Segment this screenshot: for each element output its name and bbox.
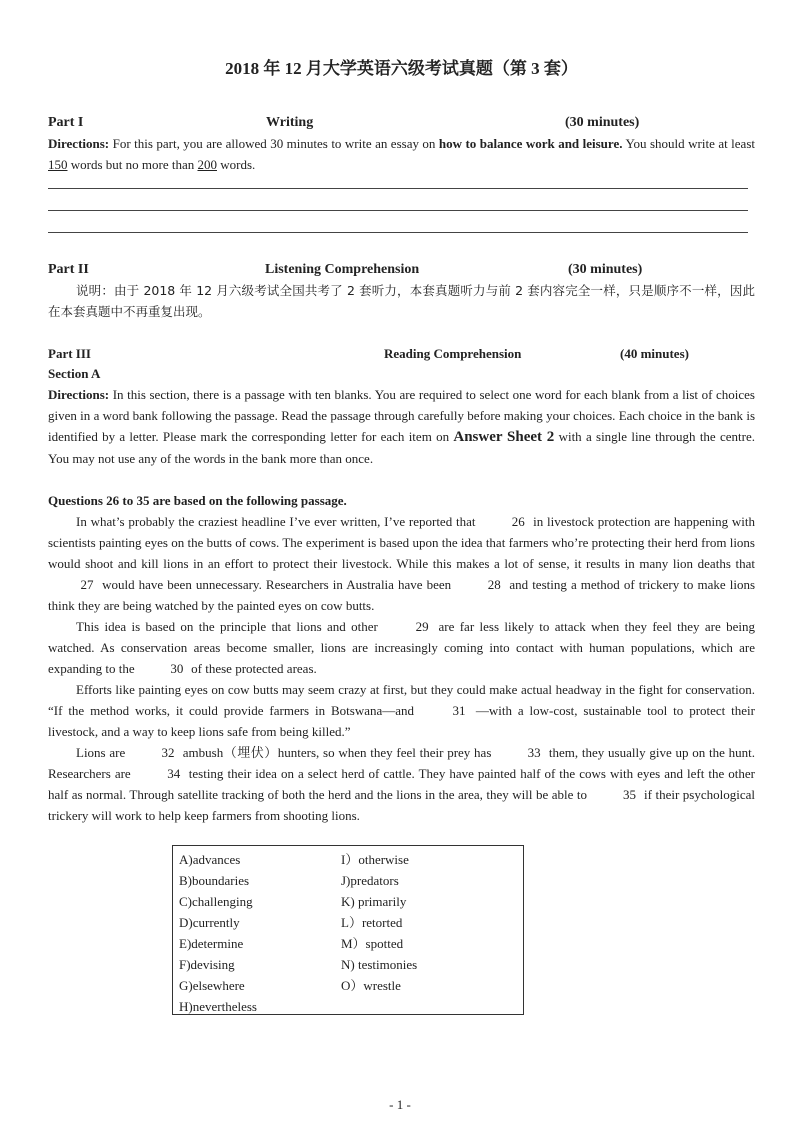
- blank-27: 27: [80, 577, 94, 592]
- word-option: G)elsewhere: [179, 978, 245, 993]
- blank-28: 28: [487, 577, 501, 592]
- word-option: O）wrestle: [341, 978, 401, 993]
- word-option: C)challenging: [179, 894, 253, 909]
- part3-directions: Directions: In this section, there is a passage with ten blanks. You are required to select one word for each blank from a list of choices given in a word bank following the passage. Read the passage through carefully before making your choices. Each choice in the bank is identified by a letter. Please mark the corresponding letter for each item on Answer Sheet 2 with a single line through the centre. You may not use any of the words in the bank more than once.: [48, 387, 755, 466]
- passage-paragraph: Lions are 32 ambush（埋伏）hunters, so when they feel their prey has 33 them, they usually give up on the hunt. Researchers are 34 testing their idea on a select herd of cattle. They have painted half of the cows with eyes and left the other half as normal. Through satellite tracking of both the herd and the lions in the area, they will be able to 35 if their psychological trickery will work to help keep farmers from shooting lions.: [48, 742, 755, 826]
- writing-line: [48, 210, 748, 211]
- blank-34: 34: [167, 766, 181, 781]
- word-option: D)currently: [179, 915, 240, 930]
- word-option: B)boundaries: [179, 873, 250, 888]
- word-option: M）spotted: [341, 936, 404, 951]
- reading-passage: [48, 511, 755, 826]
- word-bank-right: [341, 849, 417, 996]
- blank-33: 33: [527, 745, 541, 760]
- word-option: N) testimonies: [341, 957, 418, 972]
- part2-note: 说明：由于 2018 年 12 月六级考试全国共考了 2 套听力，本套真题听力与前 2 套内容完全一样，只是顺序不一样，因此在本套真题中不再重复出现。: [48, 283, 755, 319]
- passage-paragraph: In what’s probably the craziest headline I’ve ever written, I’ve reported that 26 in livestock protection are happening with scientists painting eyes on the butts of cows. The experiment is based upon the idea that farmers who’re protecting their herd from lions would shoot and kill lions in an effort to protect their livestock. While this makes a lot of sense, it results in many lion deaths that 27 would have been unnecessary. Researchers in Australia have been 28 and testing a method of trickery to make lions think they are being watched by the painted eyes on cow butts.: [48, 511, 755, 616]
- word-option: L）retorted: [341, 915, 403, 930]
- questions-heading: Questions 26 to 35 are based on the following passage.: [48, 493, 347, 508]
- blank-26: 26: [511, 514, 525, 529]
- passage-paragraph: Efforts like painting eyes on cow butts may seem crazy at first, but they could make actual headway in the fight for conservation. “If the method works, it could provide farmers in Botswana—and 31 —with a low-cost, sustainable tool to protect their livestock, and a way to keep lions safe from being killed.”: [48, 682, 755, 739]
- blank-30: 30: [170, 661, 184, 676]
- part1-label: Part I: [48, 115, 84, 130]
- word-option: I）otherwise: [341, 852, 409, 867]
- part1-name: Writing: [266, 115, 314, 130]
- answer-sheet-label: Answer Sheet 2: [453, 429, 555, 445]
- writing-line: [48, 188, 748, 189]
- page-number: - 1 -: [389, 1097, 411, 1112]
- word-option: F)devising: [179, 957, 235, 972]
- part3-label: Part III: [48, 346, 91, 361]
- blank-32: 32: [161, 745, 175, 760]
- page-title: 2018 年 12 月大学英语六级考试真题（第 3 套）: [225, 59, 578, 78]
- part3-name: Reading Comprehension: [384, 346, 522, 361]
- word-option: E)determine: [179, 936, 244, 951]
- min-words: 150: [48, 157, 68, 172]
- max-words: 200: [197, 157, 217, 172]
- blank-35: 35: [623, 787, 637, 802]
- part2-time: (30 minutes): [568, 262, 643, 277]
- passage-paragraph: This idea is based on the principle that lions and other 29 are far less likely to attack when they feel they are being watched. As conservation areas become smaller, lions are increasingly coming into contact with human populations, which are expanding to the 30 of these protected areas.: [48, 616, 755, 679]
- essay-topic: how to balance work and leisure.: [438, 136, 623, 151]
- word-bank-left: [179, 849, 257, 1017]
- section-a-heading: Section A: [48, 366, 101, 381]
- word-bank: [172, 845, 524, 1015]
- writing-line: [48, 232, 748, 233]
- part2-name: Listening Comprehension: [265, 262, 420, 277]
- part2-label: Part II: [48, 262, 89, 277]
- part3-time: (40 minutes): [620, 346, 689, 361]
- part1-time: (30 minutes): [565, 115, 640, 130]
- word-option: J)predators: [341, 873, 399, 888]
- word-option: H)nevertheless: [179, 999, 257, 1014]
- part1-directions: Directions: For this part, you are allowed 30 minutes to write an essay on how to balance work and leisure. You should write at least 150 words but no more than 200 words.: [48, 136, 755, 172]
- blank-31: 31: [452, 703, 466, 718]
- word-option: K) primarily: [341, 894, 407, 909]
- blank-29: 29: [415, 619, 429, 634]
- word-option: A)advances: [179, 852, 241, 867]
